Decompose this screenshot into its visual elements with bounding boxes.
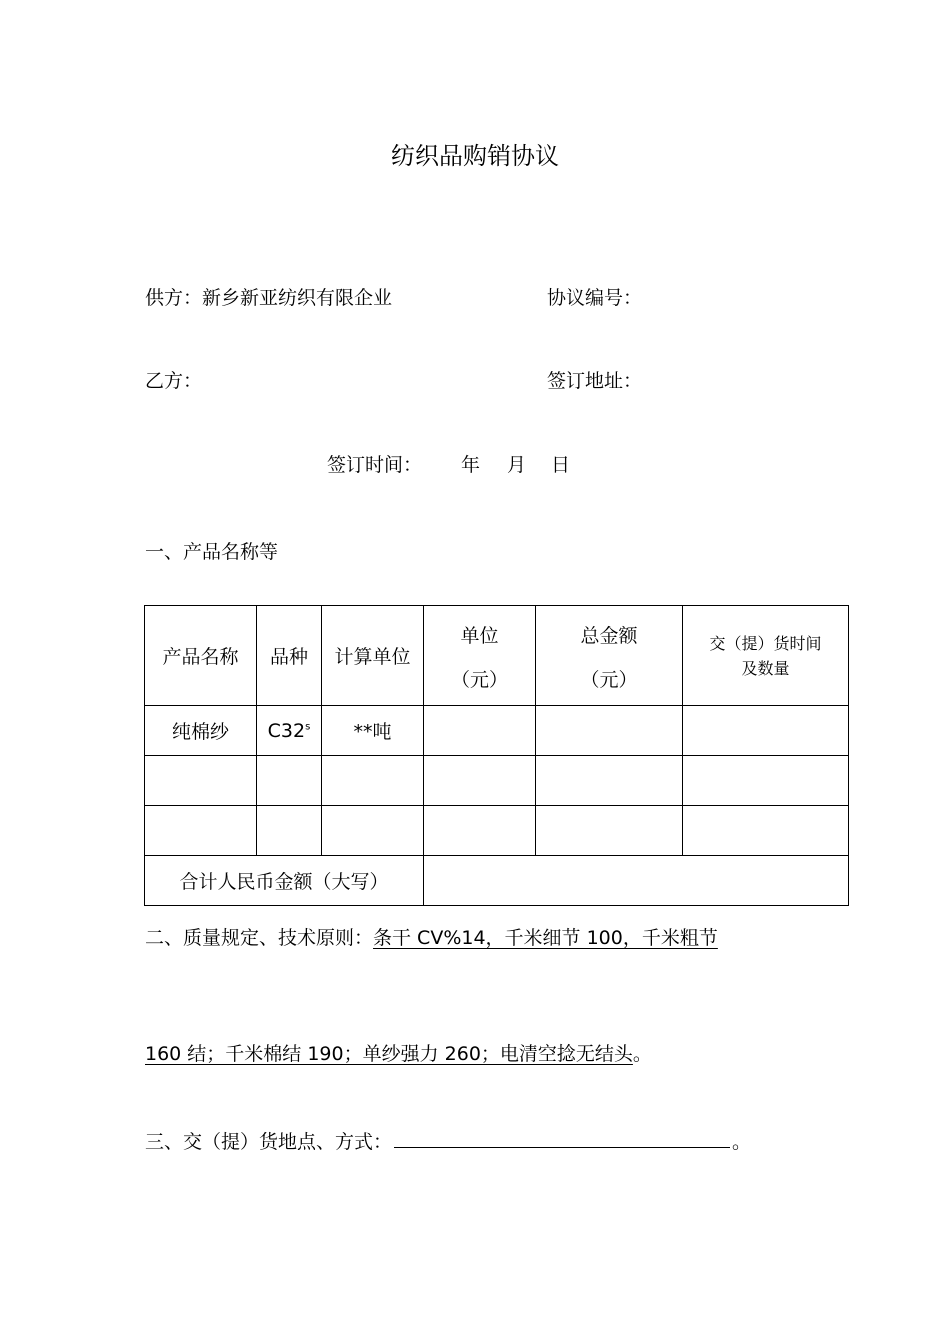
total-amount-label: 合计人民币金额（大写） (145, 856, 424, 906)
header-delivery-line1: 交（提）货时间 (709, 633, 822, 653)
header-variety: 品种 (257, 606, 322, 706)
supplier-line: 供方：新乡新亚纺织有限企业 (145, 287, 393, 309)
table-row (145, 706, 849, 756)
header-total-line1: 总金额 (580, 624, 638, 647)
section2-line2 (145, 1039, 652, 1066)
cell-empty (536, 756, 683, 806)
document-title: 纺织品购销协议 (391, 142, 559, 170)
section2-prefix: 二、质量规定、技术原则： (145, 927, 374, 949)
section2-spec-part2: 160 结；千米棉结 190；单纱强力 260；电清空捻无结头 (145, 1043, 633, 1065)
section2-end: 。 (632, 1043, 652, 1065)
cell-empty (424, 756, 536, 806)
cell-variety (257, 706, 322, 756)
section3-line (145, 1127, 751, 1154)
party-b-label: 乙方： (145, 370, 203, 392)
cell-empty (536, 806, 683, 856)
section3-prefix: 三、交（提）货地点、方式： (145, 1131, 393, 1153)
section2-line1 (145, 923, 718, 950)
cell-product-name: 纯棉纱 (145, 706, 257, 756)
cell-unit: **吨 (322, 706, 424, 756)
sign-time-label: 签订时间： (327, 454, 423, 476)
header-unit-price (424, 606, 536, 706)
agreement-number-label: 协议编号： (547, 287, 643, 309)
header-unit: 计算单位 (322, 606, 424, 706)
total-amount-value (424, 856, 849, 906)
header-total-amount (536, 606, 683, 706)
cell-empty (683, 806, 849, 856)
sign-year: 年 (461, 454, 481, 476)
table-total-row (145, 856, 849, 906)
header-unit-price-line2: （元） (450, 668, 508, 691)
section3-end: 。 (732, 1131, 752, 1153)
product-table (144, 605, 849, 906)
variety-main: C32 (267, 719, 306, 742)
sign-day: 日 (551, 454, 571, 476)
section2-spec-part1: 条干 CV%14，千米细节 100，千米粗节 (373, 927, 718, 949)
cell-empty (257, 806, 322, 856)
section1-heading: 一、产品名称等 (145, 541, 279, 563)
table-row (145, 806, 849, 856)
sign-month: 月 (507, 454, 527, 476)
cell-empty (257, 756, 322, 806)
cell-empty (322, 806, 424, 856)
header-product-name: 产品名称 (145, 606, 257, 706)
cell-empty (683, 706, 849, 756)
cell-empty (322, 756, 424, 806)
table-header-row (145, 606, 849, 706)
cell-empty (145, 806, 257, 856)
header-total-line2: （元） (580, 668, 638, 691)
variety-superscript: s (305, 721, 311, 733)
cell-empty (424, 706, 536, 756)
cell-empty (683, 756, 849, 806)
header-delivery (683, 606, 849, 706)
delivery-method-blank (394, 1129, 730, 1148)
header-delivery-line2: 及数量 (741, 658, 790, 678)
cell-empty (145, 756, 257, 806)
sign-place-label: 签订地址： (547, 370, 643, 392)
table-row (145, 756, 849, 806)
header-unit-price-line1: 单位 (460, 624, 499, 647)
cell-empty (536, 706, 683, 756)
cell-empty (424, 806, 536, 856)
